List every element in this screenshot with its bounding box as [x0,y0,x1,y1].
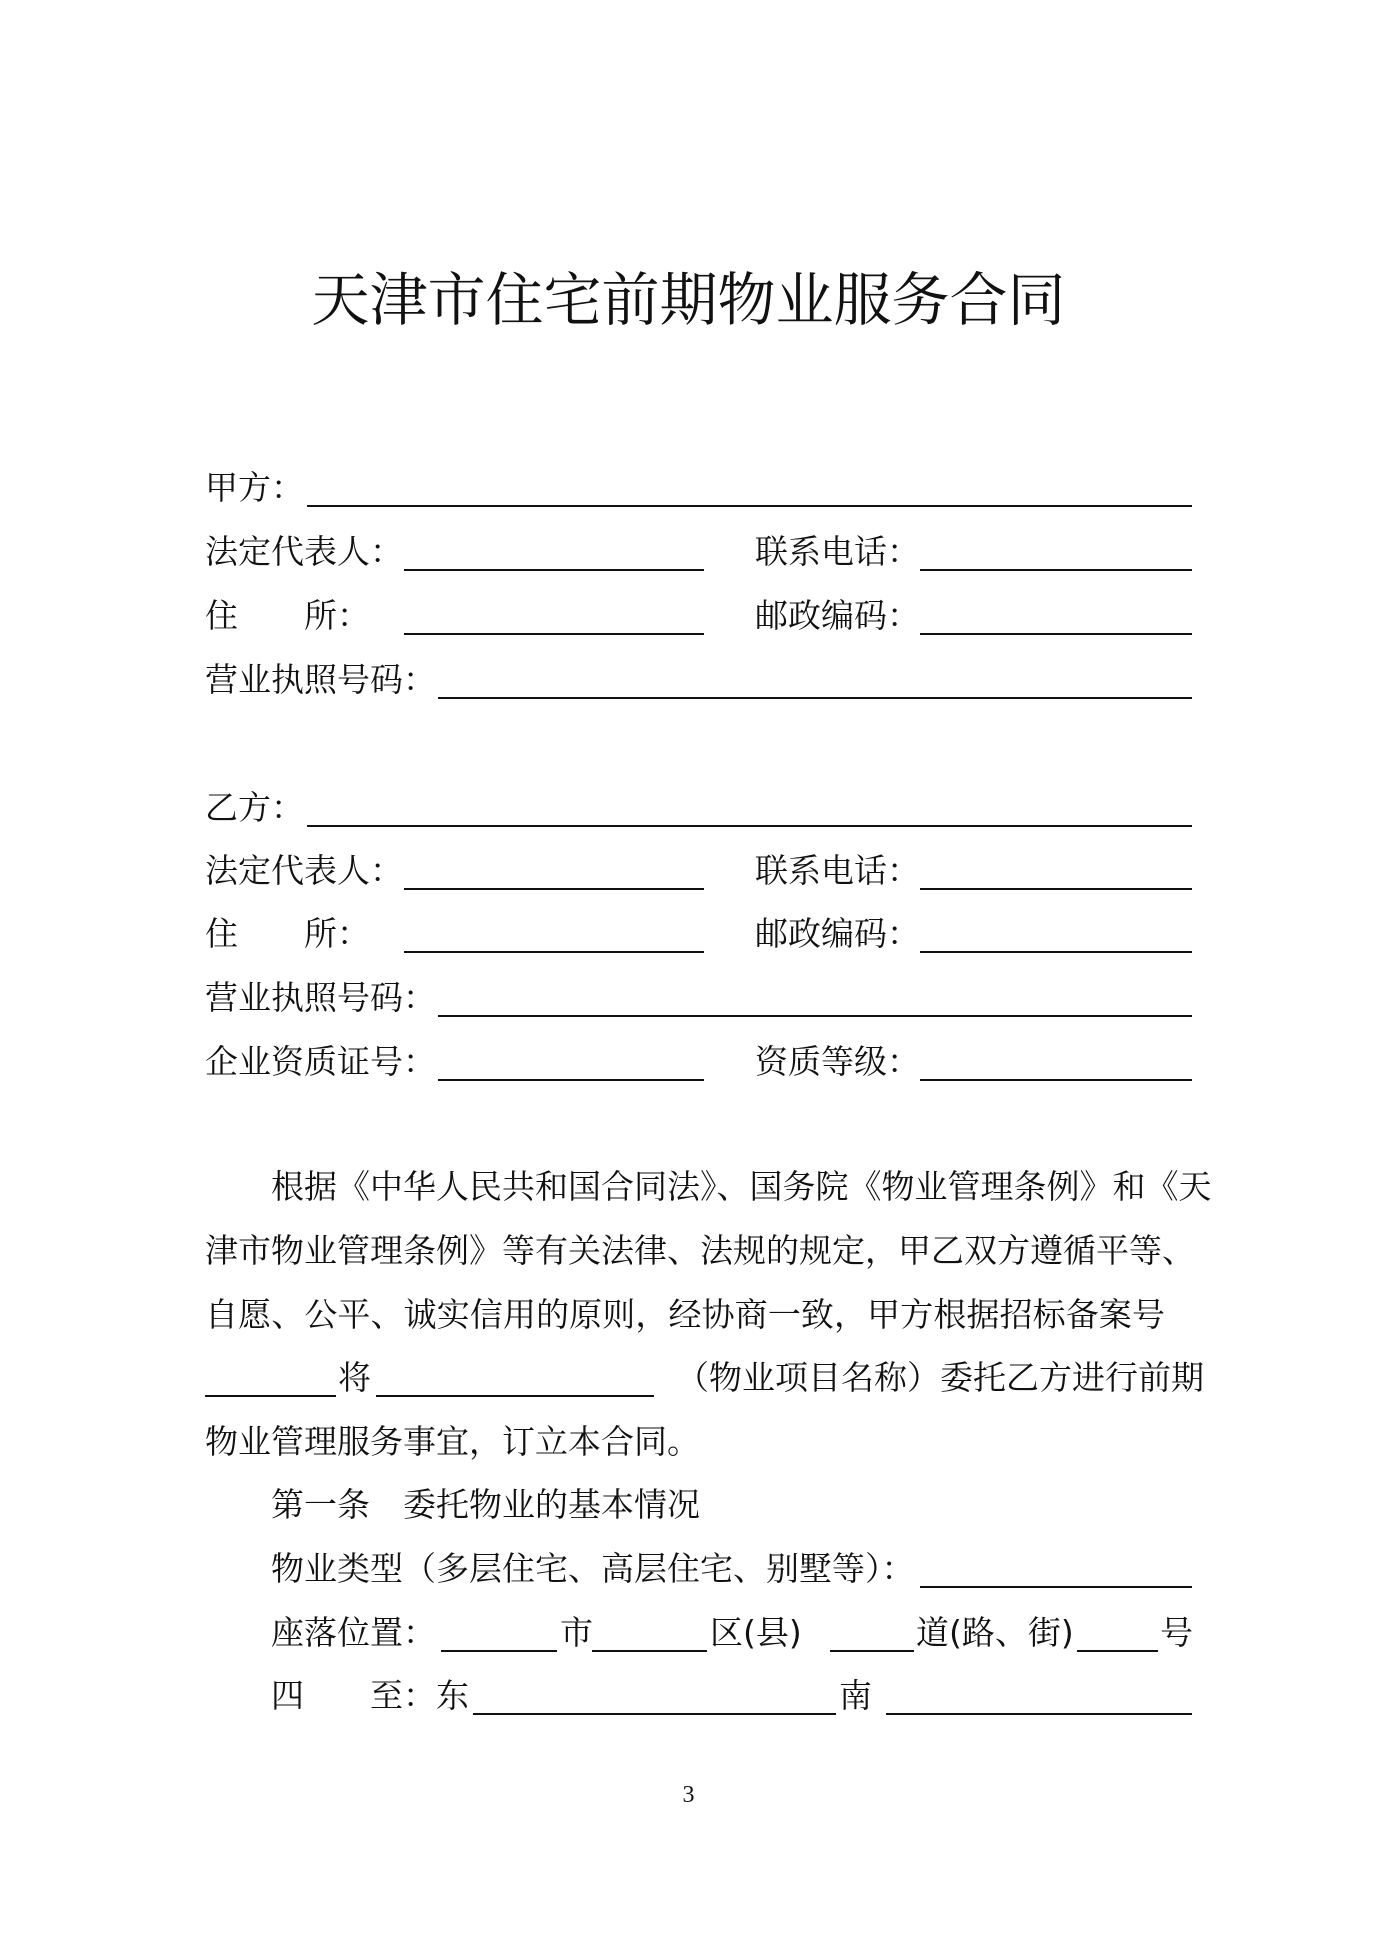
party-b-phone-field[interactable] [920,888,1192,890]
property-type-field[interactable] [920,1586,1192,1588]
party-a-license-field[interactable] [438,697,1192,699]
location-district-field[interactable] [592,1650,707,1652]
location-district-label: 区(县) [710,1613,802,1652]
party-b-license-field[interactable] [438,1015,1192,1017]
page-number: 3 [682,1782,695,1808]
party-b-qualification-no-label: 企业资质证号： [205,1042,436,1081]
location-road-label: 道(路、街) [916,1613,1074,1652]
bounds-south-label: 南 [839,1676,872,1715]
party-b-qualification-level-field[interactable] [920,1079,1192,1081]
property-type-label: 物业类型（多层住宅、高层住宅、别墅等）： [271,1549,915,1588]
party-b-postcode-field[interactable] [920,951,1192,953]
bounds-zhi-label: 至： [370,1676,436,1715]
party-a-phone-label: 联系电话： [755,532,920,571]
preamble-jiang: 将 [338,1358,371,1397]
party-b-qualification-level-label: 资质等级： [755,1042,920,1081]
party-a-postcode-label: 邮政编码： [755,596,920,635]
party-b-name-field[interactable] [307,825,1192,827]
party-a-address-field[interactable] [404,633,704,635]
party-a-rep-field[interactable] [404,569,704,571]
party-a-license-label: 营业执照号码： [205,660,436,699]
article-1-heading: 第一条 委托物业的基本情况 [271,1485,700,1524]
party-a-label: 甲方： [205,468,304,507]
bounds-east-label: 东 [436,1676,469,1715]
party-a-phone-field[interactable] [920,569,1192,571]
party-a-name-field[interactable] [307,505,1192,507]
tender-record-no-field[interactable] [205,1395,336,1397]
location-road-field[interactable] [830,1650,914,1652]
bounds-si-label: 四 [271,1676,304,1715]
preamble-line-2: 津市物业管理条例》等有关法律、法规的规定，甲乙双方遵循平等、 [205,1231,1195,1270]
document-title: 天津市住宅前期物业服务合同 [311,266,1066,334]
bounds-east-field[interactable] [473,1713,836,1715]
preamble-line-1: 根据《中华人民共和国合同法》、国务院《物业管理条例》和《天 [271,1167,1212,1206]
party-b-rep-field[interactable] [404,888,704,890]
preamble-line-4: （物业项目名称）委托乙方进行前期 [676,1358,1204,1397]
location-city-field[interactable] [441,1650,557,1652]
preamble-line-5: 物业管理服务事宜，订立本合同。 [205,1422,700,1461]
bounds-south-field[interactable] [886,1713,1192,1715]
party-b-address-label: 住 所： [205,914,370,953]
party-b-phone-label: 联系电话： [755,851,920,890]
location-number-field[interactable] [1077,1650,1158,1652]
party-a-postcode-field[interactable] [920,633,1192,635]
party-b-rep-label: 法定代表人： [205,851,403,890]
location-city-label: 市 [560,1613,593,1652]
property-project-name-field[interactable] [376,1395,654,1397]
party-b-postcode-label: 邮政编码： [755,914,920,953]
party-a-address-label: 住 所： [205,596,370,635]
party-b-qualification-no-field[interactable] [438,1079,704,1081]
party-b-label: 乙方： [205,788,304,827]
location-number-label: 号 [1160,1613,1193,1652]
party-b-address-field[interactable] [404,951,704,953]
location-label: 座落位置： [271,1613,436,1652]
party-a-rep-label: 法定代表人： [205,532,403,571]
preamble-line-3: 自愿、公平、诚实信用的原则，经协商一致，甲方根据招标备案号 [205,1295,1165,1334]
party-b-license-label: 营业执照号码： [205,978,436,1017]
